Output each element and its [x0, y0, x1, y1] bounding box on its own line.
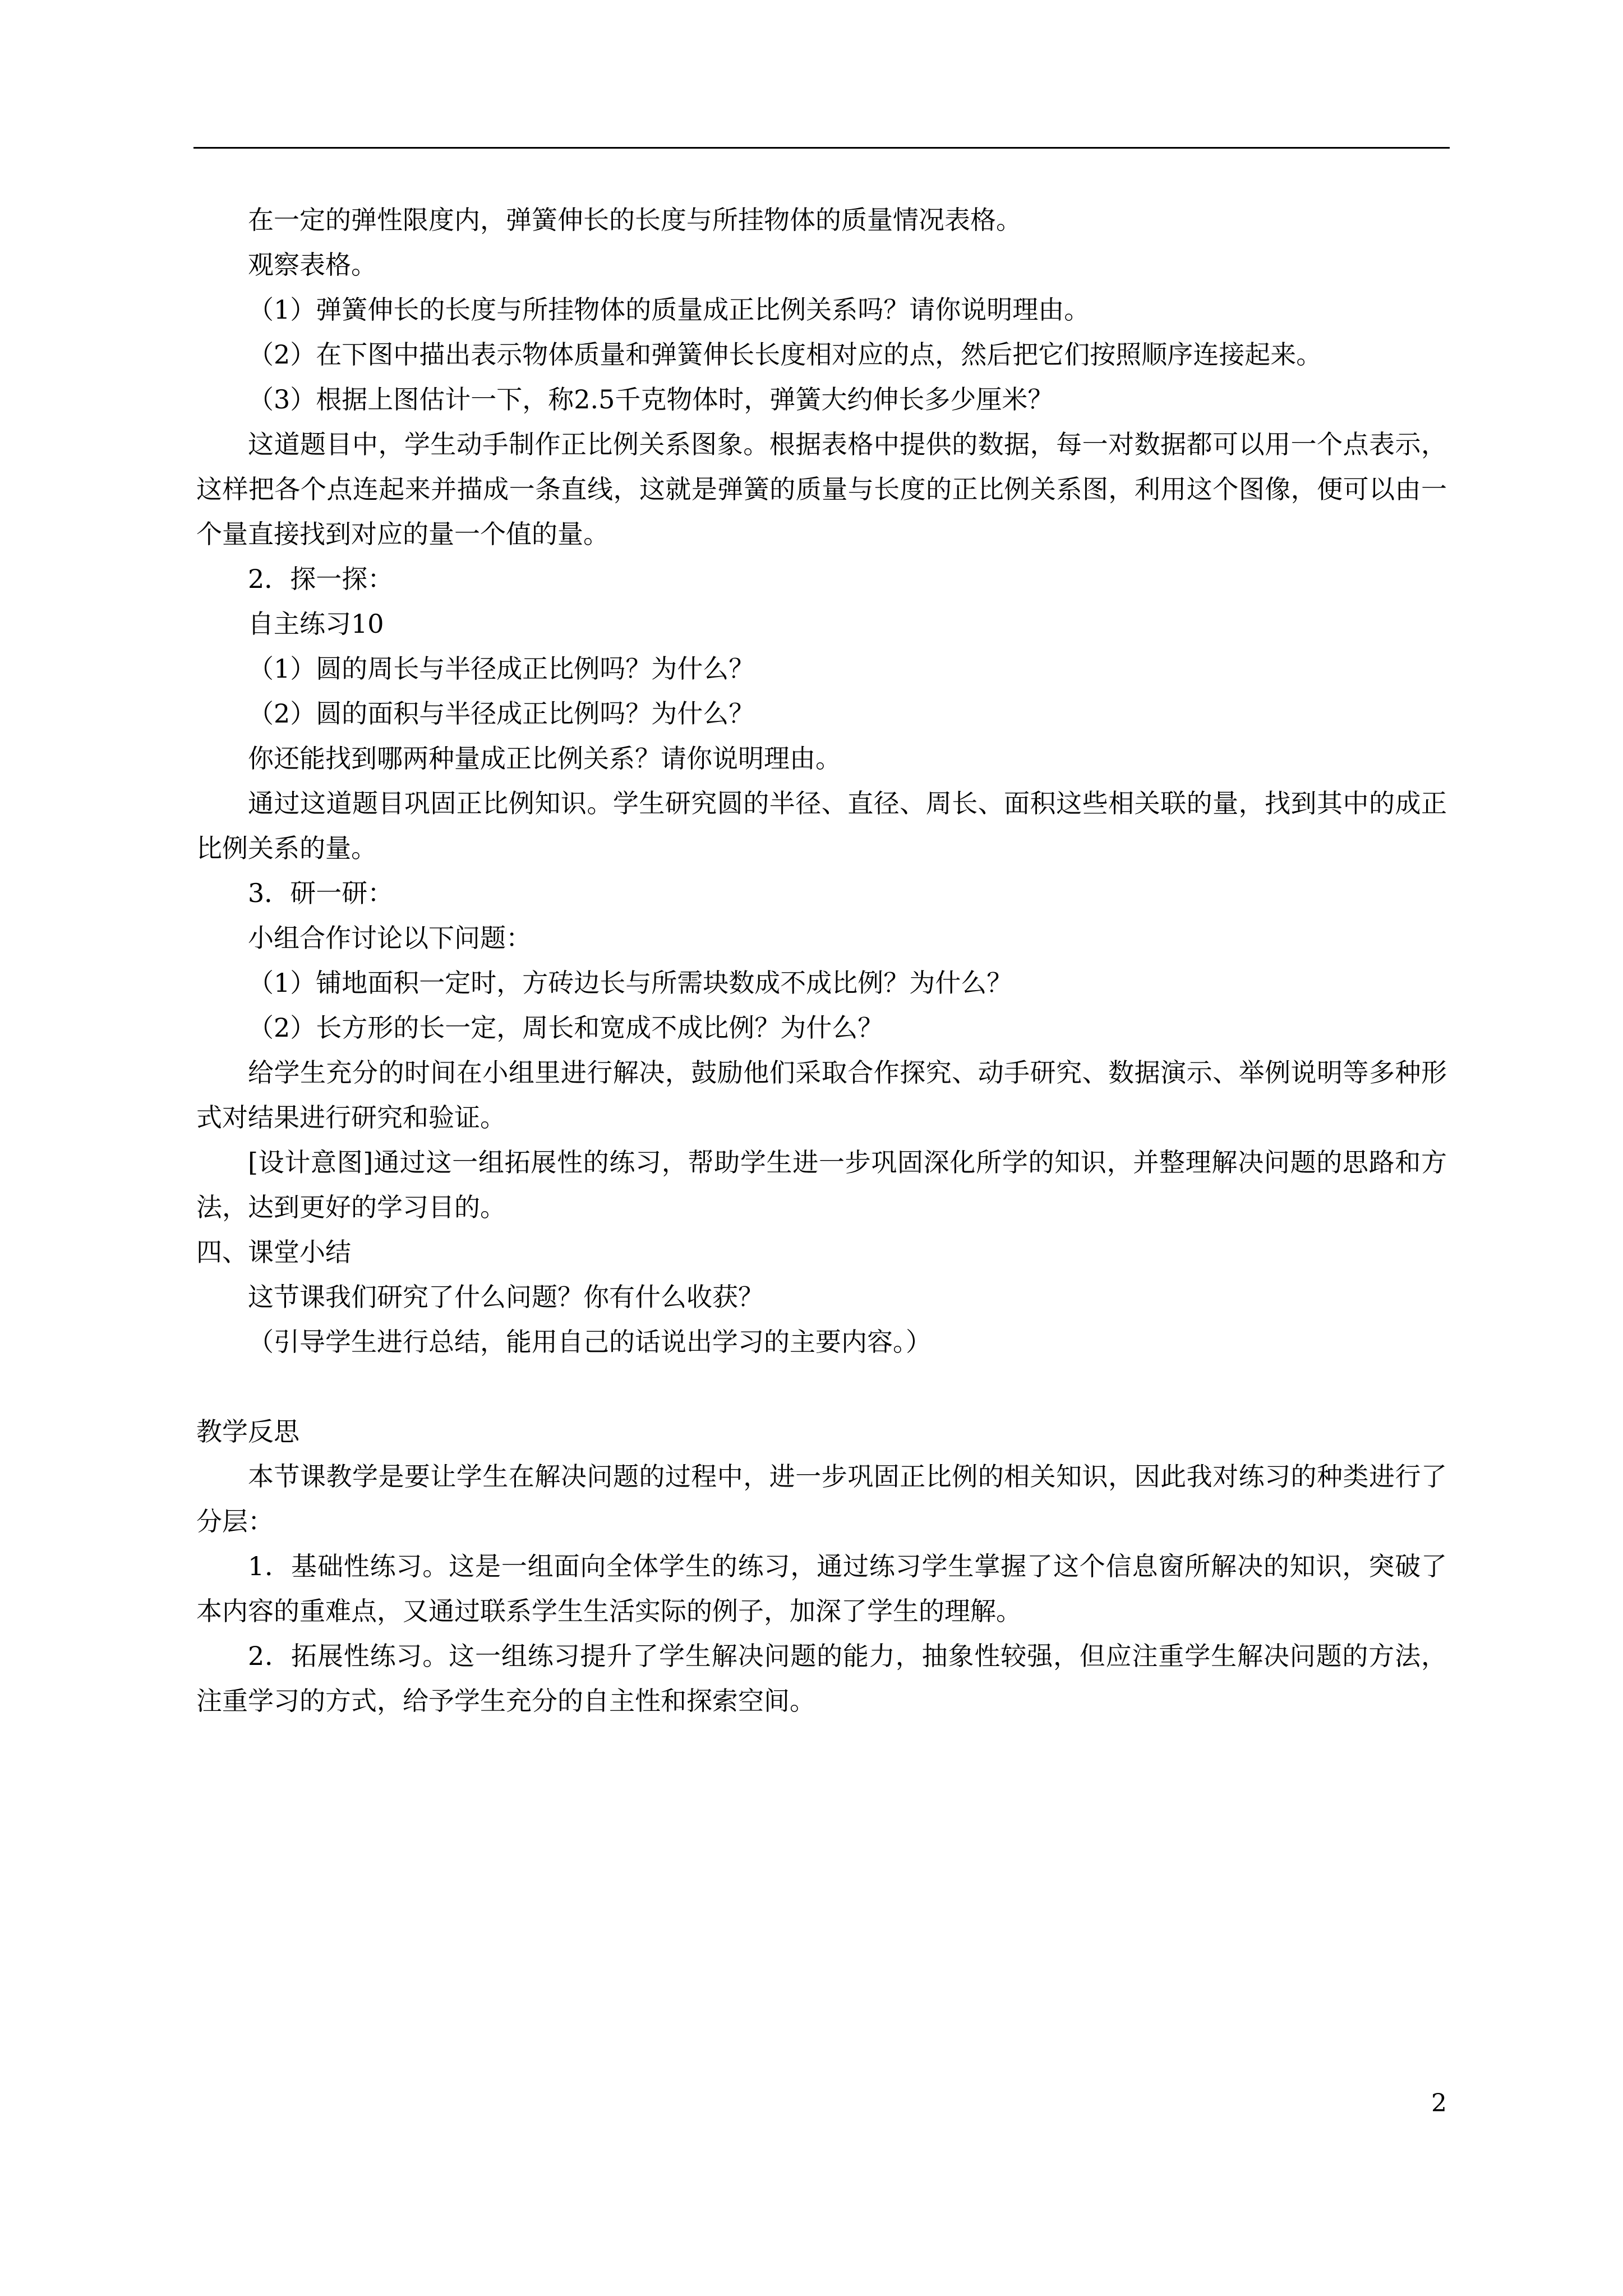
- paragraph: 观察表格。: [248, 250, 377, 280]
- question-item: （2）在下图中描出表示物体质量和弹簧伸长长度相对应的点，然后把它们按照顺序连接起来。: [248, 339, 1322, 370]
- question-item: （2）长方形的长一定，周长和宽成不成比例？为什么？: [248, 1013, 884, 1043]
- question-item: （2）圆的面积与半径成正比例吗？为什么？: [248, 698, 755, 729]
- paragraph: （引导学生进行总结，能用自己的话说出学习的主要内容。）: [248, 1327, 932, 1357]
- paragraph: 给学生充分的时间在小组里进行解决，鼓励他们采取合作探究、动手研究、数据演示、举例说明等多种形式对结果进行研究和验证。: [196, 1057, 1447, 1133]
- paragraph: 这节课我们研究了什么问题？你有什么收获？: [248, 1282, 764, 1312]
- paragraph: 自主练习10: [248, 609, 384, 639]
- paragraph: 在一定的弹性限度内，弹簧伸长的长度与所挂物体的质量情况表格。: [248, 205, 1022, 235]
- design-intent-paragraph: [设计意图]通过这一组拓展性的练习，帮助学生进一步巩固深化所学的知识，并整理解决问题的思路和方法，达到更好的学习目的。: [196, 1147, 1447, 1222]
- paragraph: 小组合作讨论以下问题：: [248, 923, 532, 953]
- paragraph: 通过这道题目巩固正比例知识。学生研究圆的半径、直径、周长、面积这些相关联的量，找到其中的成正比例关系的量。: [196, 788, 1447, 863]
- page-number: 2: [1431, 2089, 1447, 2118]
- header-rule: [193, 147, 1450, 149]
- paragraph: 这道题目中，学生动手制作正比例关系图象。根据表格中提供的数据，每一对数据都可以用一个点表示，这样把各个点连起来并描成一条直线，这就是弹簧的质量与长度的正比例关系图，利用这个图像，便可以由一个量直接找到对应的量一个值的量。: [196, 429, 1447, 549]
- question-item: （3）根据上图估计一下，称2.5千克物体时，弹簧大约伸长多少厘米？: [248, 384, 1054, 415]
- document-body: [196, 197, 1447, 1723]
- question-item: （1）铺地面积一定时，方砖边长与所需块数成不成比例？为什么？: [248, 968, 1013, 998]
- question-item: （1）圆的周长与半径成正比例吗？为什么？: [248, 654, 755, 684]
- blank-line: [196, 1364, 1447, 1409]
- section-heading: 四、课堂小结: [196, 1237, 351, 1267]
- paragraph: 本节课教学是要让学生在解决问题的过程中，进一步巩固正比例的相关知识，因此我对练习的种类进行了分层：: [196, 1461, 1447, 1536]
- question-item: （1）弹簧伸长的长度与所挂物体的质量成正比例关系吗？请你说明理由。: [248, 295, 1090, 325]
- section-heading: 教学反思: [196, 1416, 299, 1447]
- paragraph: 你还能找到哪两种量成正比例关系？请你说明理由。: [248, 743, 841, 774]
- section-step: 3．研一研：: [248, 878, 394, 908]
- section-step: 2．探一探：: [248, 564, 394, 594]
- paragraph: 1．基础性练习。这是一组面向全体学生的练习，通过练习学生掌握了这个信息窗所解决的知识，突破了本内容的重难点，又通过联系学生生活实际的例子，加深了学生的理解。: [196, 1551, 1447, 1626]
- paragraph: 2．拓展性练习。这一组练习提升了学生解决问题的能力，抽象性较强，但应注重学生解决问题的方法，注重学习的方式，给予学生充分的自主性和探索空间。: [196, 1641, 1447, 1716]
